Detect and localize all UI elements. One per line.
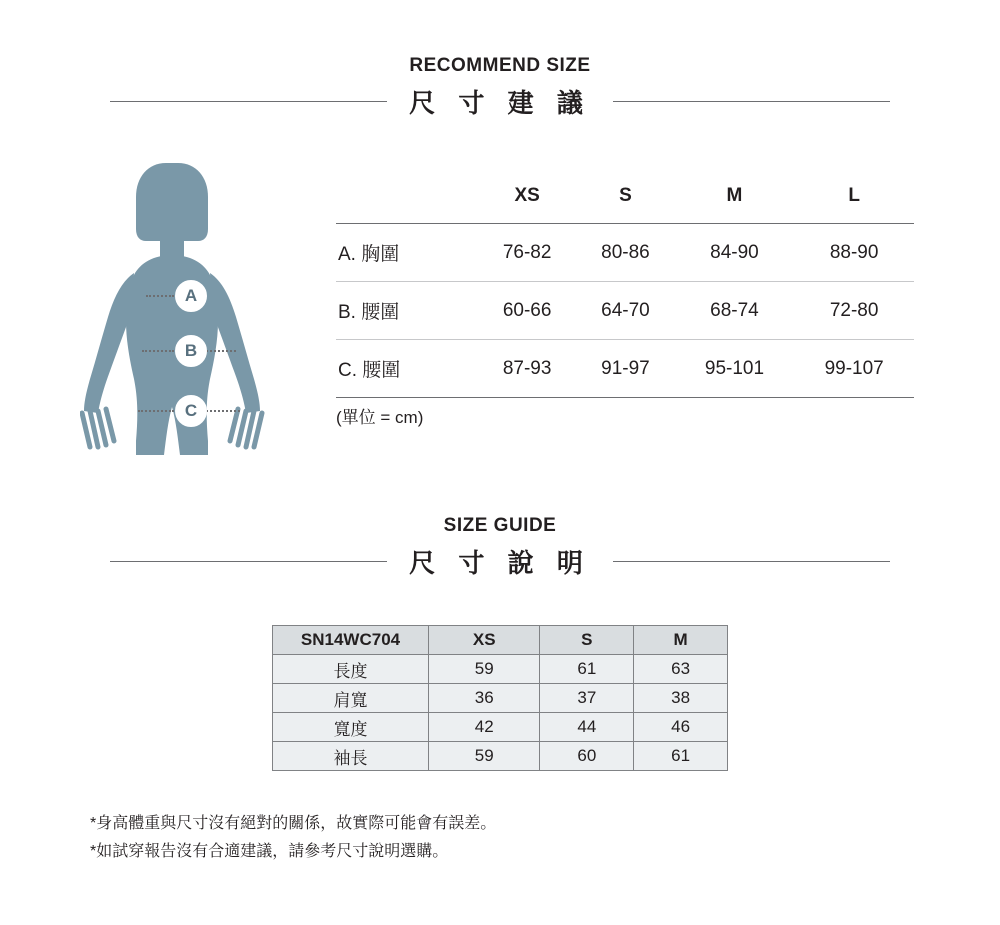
recommend-size-heading-zh: 尺 寸 建 議 <box>409 88 591 118</box>
cell-shoulder-s: 37 <box>540 684 634 713</box>
note-line-1: *身高體重與尺寸沒有絕對的關係，故實際可能會有誤差。 <box>90 815 497 832</box>
size-guide-heading-en: SIZE GUIDE <box>443 515 557 536</box>
column-header-measure <box>336 185 478 224</box>
recommend-size-section <box>0 55 1000 120</box>
table-header-row <box>273 626 728 655</box>
cell-b-l: 72-80 <box>794 282 914 340</box>
cell-sleeve-m: 61 <box>634 742 728 771</box>
guide-dots-c-left <box>138 410 174 413</box>
cell-b-m: 68-74 <box>675 282 795 340</box>
guide-rule-left <box>110 561 387 562</box>
guide-dots-a <box>146 295 174 298</box>
size-guide-heading-zh: 尺 寸 說 明 <box>409 548 591 578</box>
column-header-l: L <box>794 185 914 224</box>
cell-shoulder-xs: 36 <box>429 684 540 713</box>
figure-marker-a: A <box>175 280 207 312</box>
size-guide-heading-zh-row <box>0 543 1000 580</box>
column-header-s: S <box>576 185 674 224</box>
cell-sleeve-s: 60 <box>540 742 634 771</box>
cell-c-m: 95-101 <box>675 340 795 398</box>
column-header-m: M <box>675 185 795 224</box>
female-body-silhouette-icon <box>80 155 330 485</box>
recommend-size-heading <box>0 55 1000 120</box>
cell-a-xs: 76-82 <box>478 224 576 282</box>
column-header-s: S <box>540 626 634 655</box>
guide-dots-b-left <box>142 350 174 353</box>
guide-dots-b-right <box>206 350 236 353</box>
recommend-size-heading-en: RECOMMEND SIZE <box>409 55 591 76</box>
size-guide-heading <box>0 515 1000 580</box>
cell-width-m: 46 <box>634 713 728 742</box>
column-header-xs: XS <box>429 626 540 655</box>
figure-marker-b: B <box>175 335 207 367</box>
unit-note: (單位 = cm) <box>336 408 424 427</box>
row-label-shoulder: 肩寬 <box>273 684 429 713</box>
row-label-length: 長度 <box>273 655 429 684</box>
heading-rule-right <box>613 101 890 102</box>
cell-width-xs: 42 <box>429 713 540 742</box>
cell-length-xs: 59 <box>429 655 540 684</box>
table-row <box>273 655 728 684</box>
body-measurement-figure <box>80 155 330 485</box>
cell-a-s: 80-86 <box>576 224 674 282</box>
table-row <box>336 224 914 282</box>
cell-c-xs: 87-93 <box>478 340 576 398</box>
column-header-xs: XS <box>478 185 576 224</box>
table-row <box>273 684 728 713</box>
size-guide-table <box>272 625 728 771</box>
recommend-size-body <box>0 155 1000 495</box>
cell-sleeve-xs: 59 <box>429 742 540 771</box>
cell-c-s: 91-97 <box>576 340 674 398</box>
table-header-row <box>336 185 914 224</box>
row-label-a: A. 胸圍 <box>336 224 478 282</box>
recommend-size-heading-zh-row <box>0 83 1000 120</box>
cell-b-s: 64-70 <box>576 282 674 340</box>
table-row <box>336 340 914 398</box>
guide-dots-c-right <box>206 410 240 413</box>
note-line-2: *如試穿報告沒有合適建議，請參考尺寸說明選購。 <box>90 843 449 860</box>
cell-length-s: 61 <box>540 655 634 684</box>
row-label-sleeve: 袖長 <box>273 742 429 771</box>
table-row <box>336 282 914 340</box>
row-label-b: B. 腰圍 <box>336 282 478 340</box>
figure-marker-c: C <box>175 395 207 427</box>
cell-width-s: 44 <box>540 713 634 742</box>
row-label-width: 寬度 <box>273 713 429 742</box>
cell-c-l: 99-107 <box>794 340 914 398</box>
footer-notes <box>90 810 496 866</box>
recommend-size-table <box>336 185 914 398</box>
cell-a-l: 88-90 <box>794 224 914 282</box>
table-row <box>273 742 728 771</box>
column-header-m: M <box>634 626 728 655</box>
cell-shoulder-m: 38 <box>634 684 728 713</box>
heading-rule-left <box>110 101 387 102</box>
size-guide-section <box>0 515 1000 580</box>
column-header-style-code: SN14WC704 <box>273 626 429 655</box>
table-row <box>273 713 728 742</box>
guide-rule-right <box>613 561 890 562</box>
cell-b-xs: 60-66 <box>478 282 576 340</box>
cell-a-m: 84-90 <box>675 224 795 282</box>
cell-length-m: 63 <box>634 655 728 684</box>
row-label-c: C. 腰圍 <box>336 340 478 398</box>
